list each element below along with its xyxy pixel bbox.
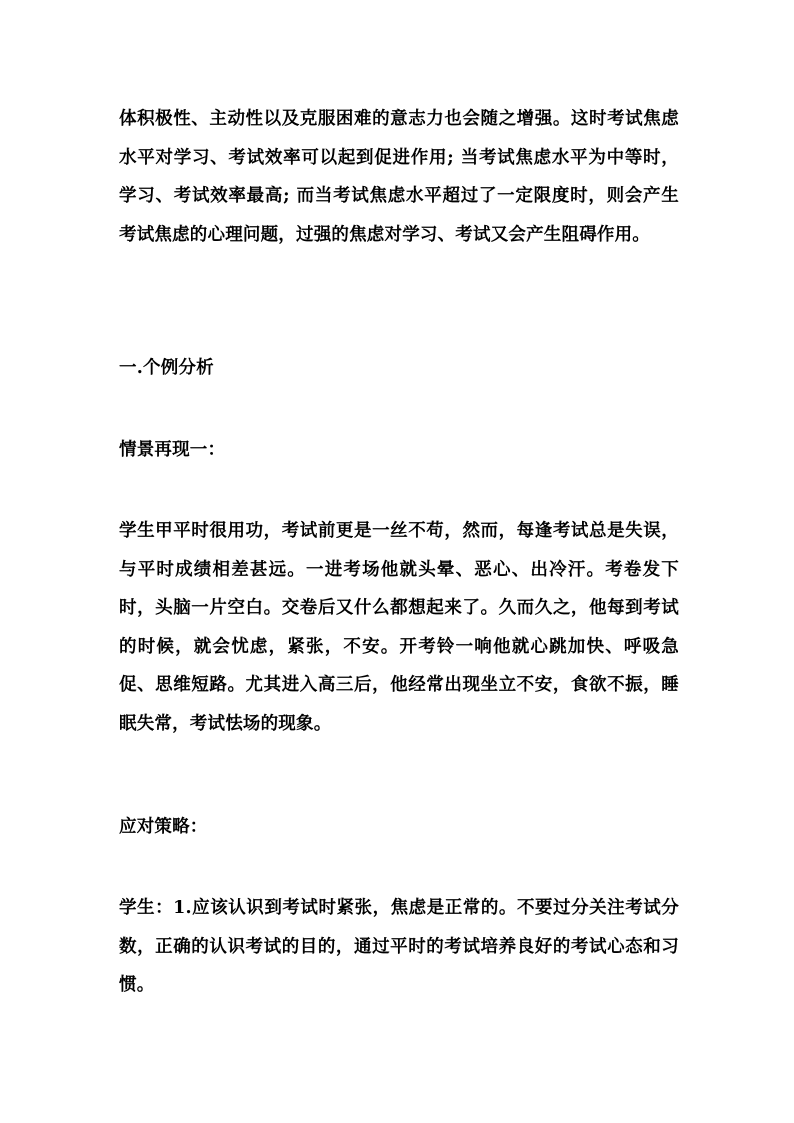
scenario-paragraph: 学生甲平时很用功，考试前更是一丝不苟，然而，每逢考试总是失误，与平时成绩相差甚远。一进考场他就头晕、恶心、出冷汗。考卷发下时，头脑一片空白。交卷后又什么都想起来了。久而久之，他每到考试的时候，就会忧虑，紧张，不安。开考铃一响他就心跳加快、呼吸急促、思维短路。尤其进入高三后，他经常出现坐立不安，食欲不振，睡眠失常，考试怯场的现象。 bbox=[119, 521, 679, 734]
strategy-paragraph: 学生：1.应该认识到考试时紧张，焦虑是正常的。不要过分关注考试分数，正确的认识考试的目的，通过平时的考试培养良好的考试心态和习惯。 bbox=[119, 898, 679, 995]
section-heading: 一.个例分析 bbox=[119, 358, 214, 378]
intro-paragraph: 体积极性、主动性以及克服困难的意志力也会随之增强。这时考试焦虑水平对学习、考试效率可以起到促进作用; 当考试焦虑水平为中等时，学习、考试效率最高; 而当考试焦虑水平超过了一定限度时，则会产生考试焦虑的心理问题，过强的焦虑对学习、考试又会产生阻碍作用。 bbox=[119, 109, 679, 245]
strategy-heading: 应对策略： bbox=[119, 817, 208, 837]
scenario-heading: 情景再现一： bbox=[119, 440, 226, 460]
